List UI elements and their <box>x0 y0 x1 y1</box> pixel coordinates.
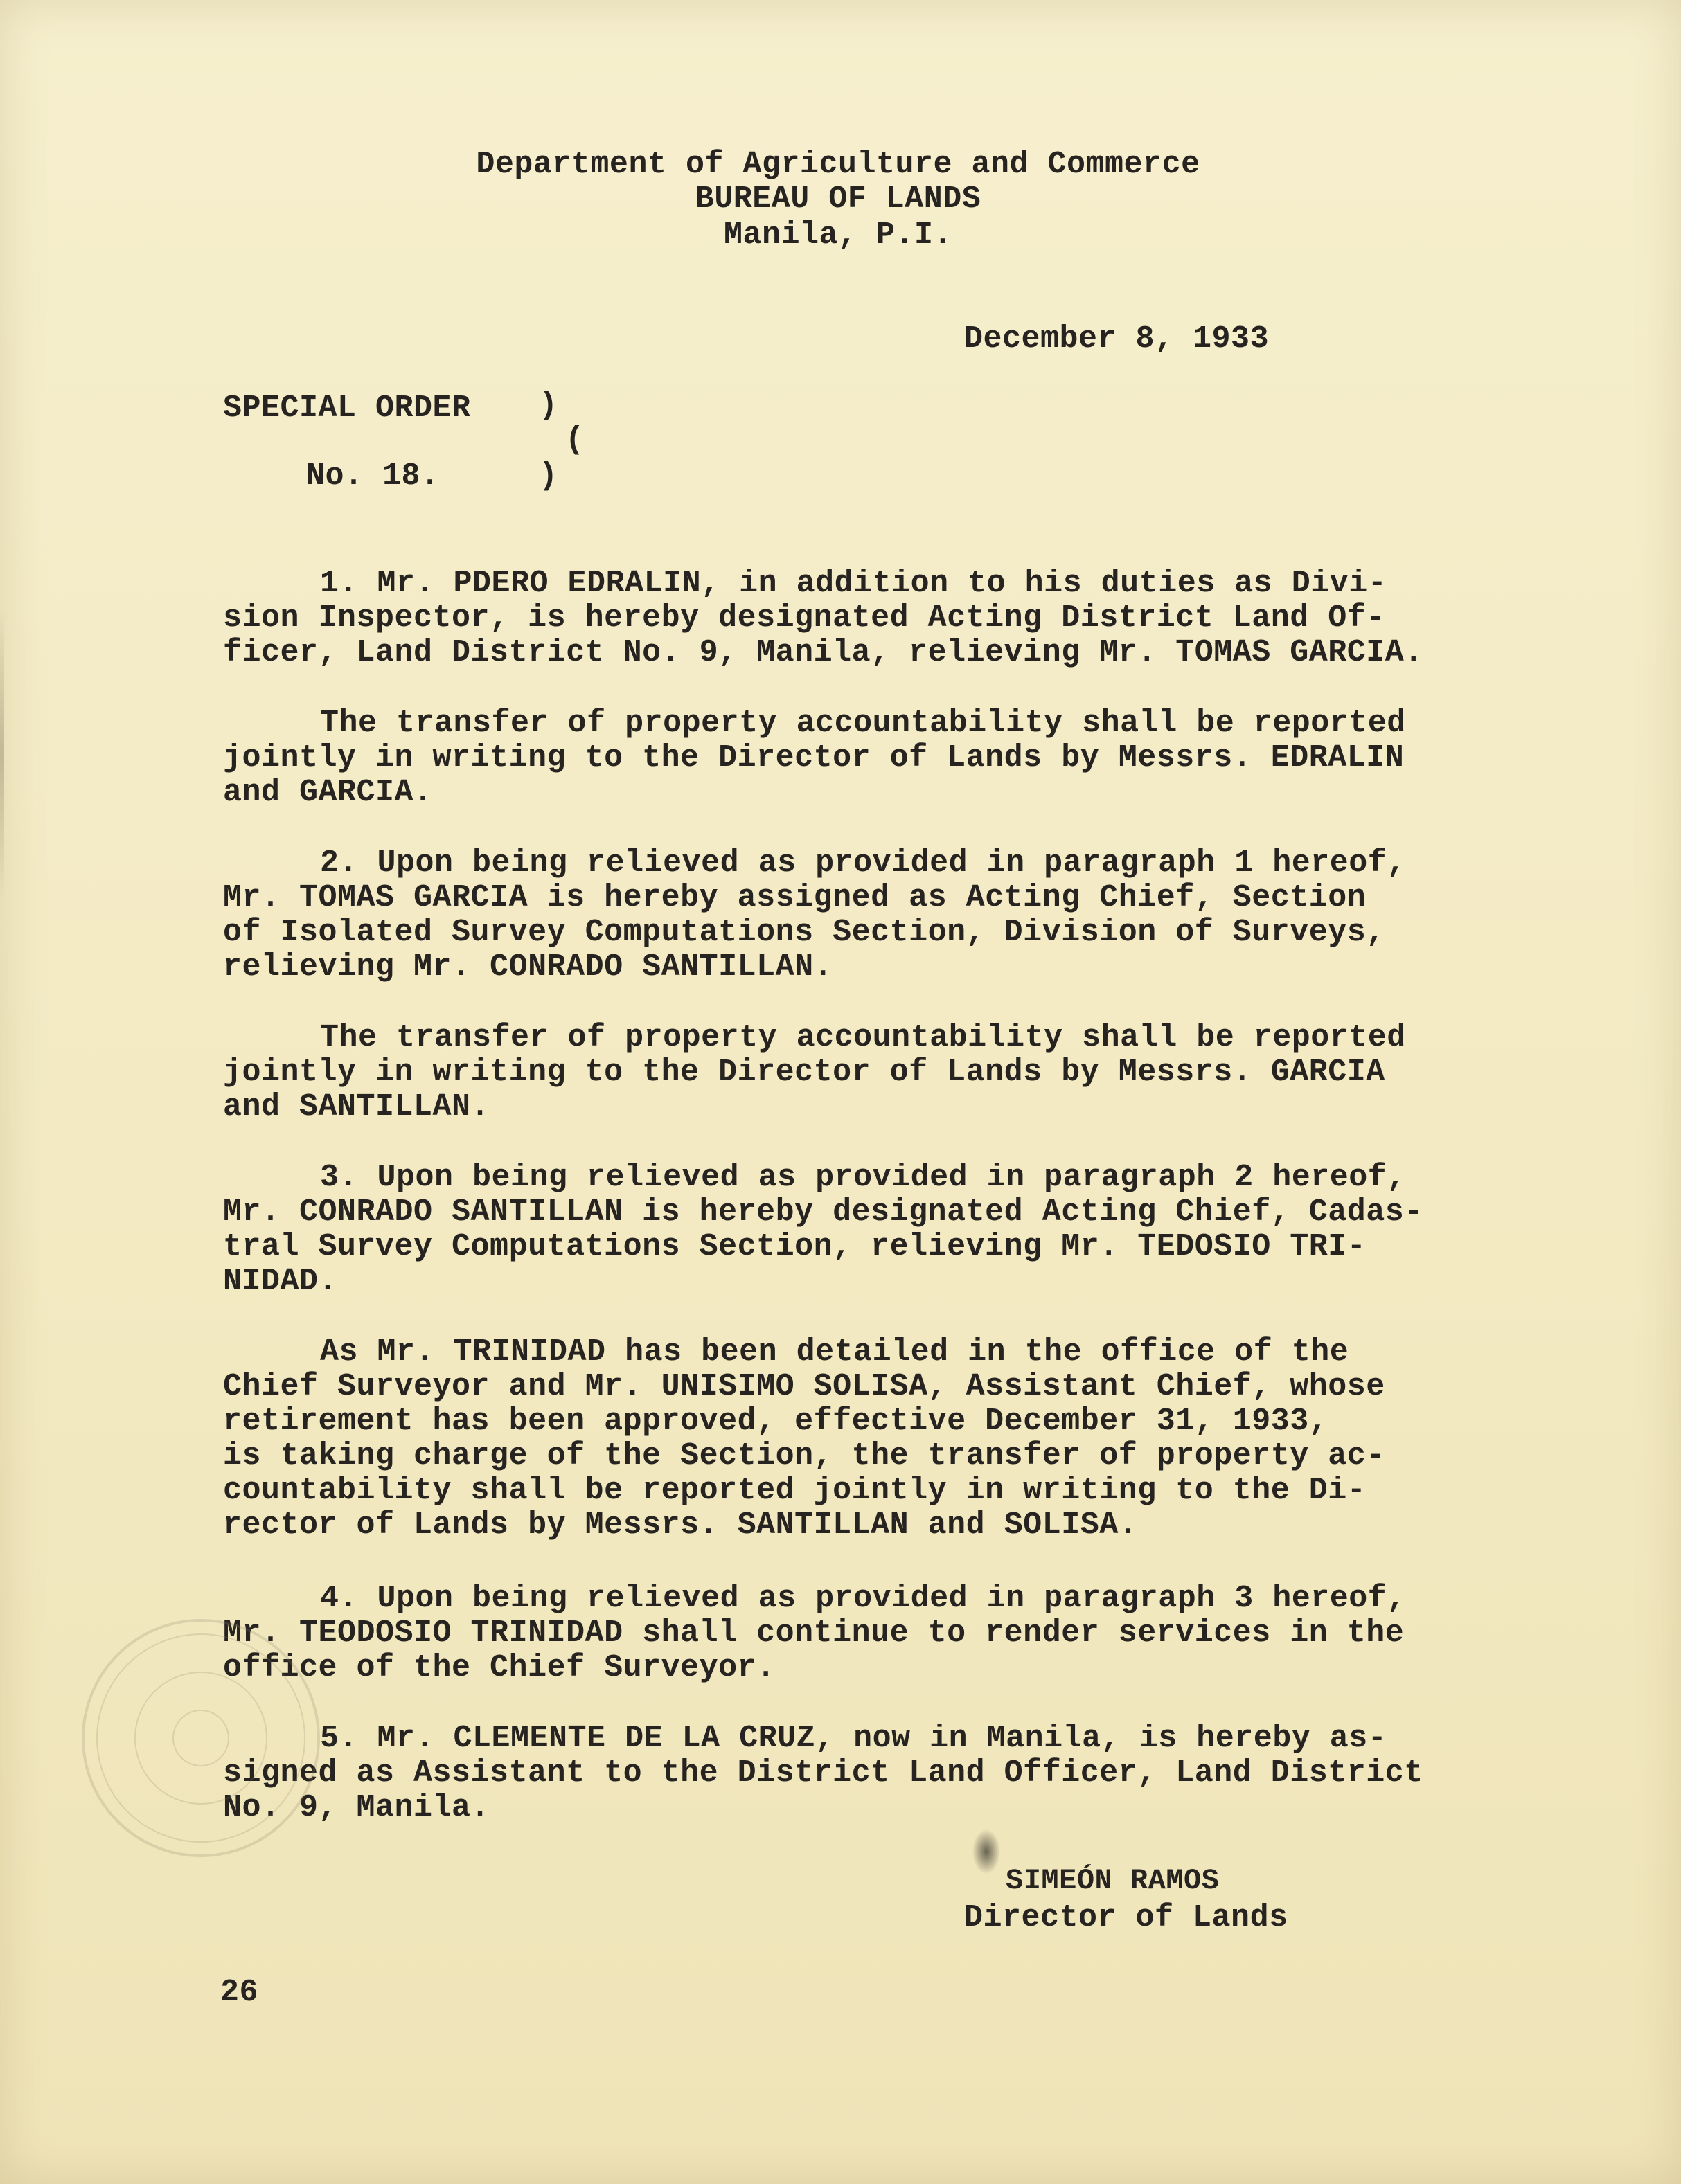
paragraph-3-detail-line-5: countability shall be reported jointly in writing to the Di- <box>223 1473 1367 1508</box>
special-order-number: No. 18. <box>306 458 440 494</box>
paragraph-4-line-2: Mr. TEODOSIO TRINIDAD shall continue to render services in the <box>223 1615 1405 1651</box>
paragraph-2-transfer-line-3: and SANTILLAN. <box>223 1089 490 1125</box>
paragraph-2-line-3: of Isolated Survey Computations Section, Division of Surveys, <box>223 915 1385 950</box>
paragraph-3-line-2: Mr. CONRADO SANTILLAN is hereby designated Acting Chief, Cadas- <box>223 1194 1423 1230</box>
paragraph-2-transfer <box>223 1021 1406 1125</box>
paragraph-3-detail-line-6: rector of Lands by Messrs. SANTILLAN and SOLISA. <box>223 1507 1138 1543</box>
paragraph-1-transfer-line-2: jointly in writing to the Director of Lands by Messrs. EDRALIN <box>223 740 1405 776</box>
paragraph-2-line-1: 2. Upon being relieved as provided in paragraph 1 hereof, <box>320 845 1406 881</box>
paragraph-1-transfer-line-1: The transfer of property accountability shall be reported <box>320 706 1406 741</box>
paragraph-1-line-3: ficer, Land District No. 9, Manila, relieving Mr. TOMAS GARCIA. <box>223 635 1423 670</box>
paragraph-5 <box>223 1721 1423 1825</box>
page-number: 26 <box>220 1975 259 2010</box>
order-date: December 8, 1933 <box>964 321 1270 357</box>
paragraph-1 <box>223 566 1423 670</box>
paragraph-3-detail-line-3: retirement has been approved, effective December 31, 1933, <box>223 1404 1328 1439</box>
paragraph-3-line-4: NIDAD. <box>223 1264 338 1299</box>
signatory-name: SIMEÓN RAMOS <box>1006 1864 1220 1897</box>
paragraph-4-line-3: office of the Chief Surveyor. <box>223 1650 776 1685</box>
paragraph-1-line-2: sion Inspector, is hereby designated Acting District Land Of- <box>223 600 1385 636</box>
paragraph-1-line-1: 1. Mr. PDERO EDRALIN, in addition to his duties as Divi- <box>320 566 1387 601</box>
paragraph-3-detail-line-4: is taking charge of the Section, the transfer of property ac- <box>223 1438 1385 1474</box>
bracket-right-bottom: ) <box>539 458 558 494</box>
paragraph-1-transfer <box>223 706 1406 810</box>
paragraph-3-detail <box>223 1335 1385 1543</box>
paragraph-3-detail-line-1: As Mr. TRINIDAD has been detailed in the office of the <box>320 1334 1349 1370</box>
paragraph-4-line-1: 4. Upon being relieved as provided in paragraph 3 hereof, <box>320 1581 1406 1616</box>
paragraph-3-line-1: 3. Upon being relieved as provided in paragraph 2 hereof, <box>320 1160 1406 1195</box>
paragraph-2-transfer-line-1: The transfer of property accountability shall be reported <box>320 1020 1406 1055</box>
paragraph-2-transfer-line-2: jointly in writing to the Director of Lands by Messrs. GARCIA <box>223 1055 1385 1090</box>
department-heading: Department of Agriculture and Commerce <box>476 147 1200 182</box>
location-heading: Manila, P.I. <box>723 217 953 253</box>
bureau-heading: BUREAU OF LANDS <box>695 181 981 217</box>
paragraph-2-line-2: Mr. TOMAS GARCIA is hereby assigned as Acting Chief, Section <box>223 880 1367 915</box>
signatory-title: Director of Lands <box>964 1900 1288 1935</box>
special-order-title: SPECIAL ORDER <box>223 391 471 426</box>
paragraph-4 <box>223 1582 1406 1685</box>
embossed-seal-icon <box>76 1613 326 1863</box>
paragraph-5-line-3: No. 9, Manila. <box>223 1790 490 1825</box>
paragraph-3 <box>223 1161 1423 1299</box>
paragraph-5-line-2: signed as Assistant to the District Land Officer, Land District <box>223 1755 1423 1791</box>
bracket-right-top: ) <box>539 388 558 423</box>
paragraph-2-line-4: relieving Mr. CONRADO SANTILLAN. <box>223 949 833 985</box>
paragraph-3-detail-line-2: Chief Surveyor and Mr. UNISIMO SOLISA, Assistant Chief, whose <box>223 1369 1385 1404</box>
margin-stain <box>0 609 4 900</box>
paragraph-5-line-1: 5. Mr. CLEMENTE DE LA CRUZ, now in Manila, is hereby as- <box>320 1721 1387 1756</box>
paragraph-2 <box>223 846 1406 985</box>
ink-smudge <box>972 1829 1000 1874</box>
paragraph-3-line-3: tral Survey Computations Section, relieving Mr. TEDOSIO TRI- <box>223 1229 1367 1264</box>
paragraph-1-transfer-line-3: and GARCIA. <box>223 775 433 810</box>
bracket-left-mid: ( <box>565 422 585 458</box>
